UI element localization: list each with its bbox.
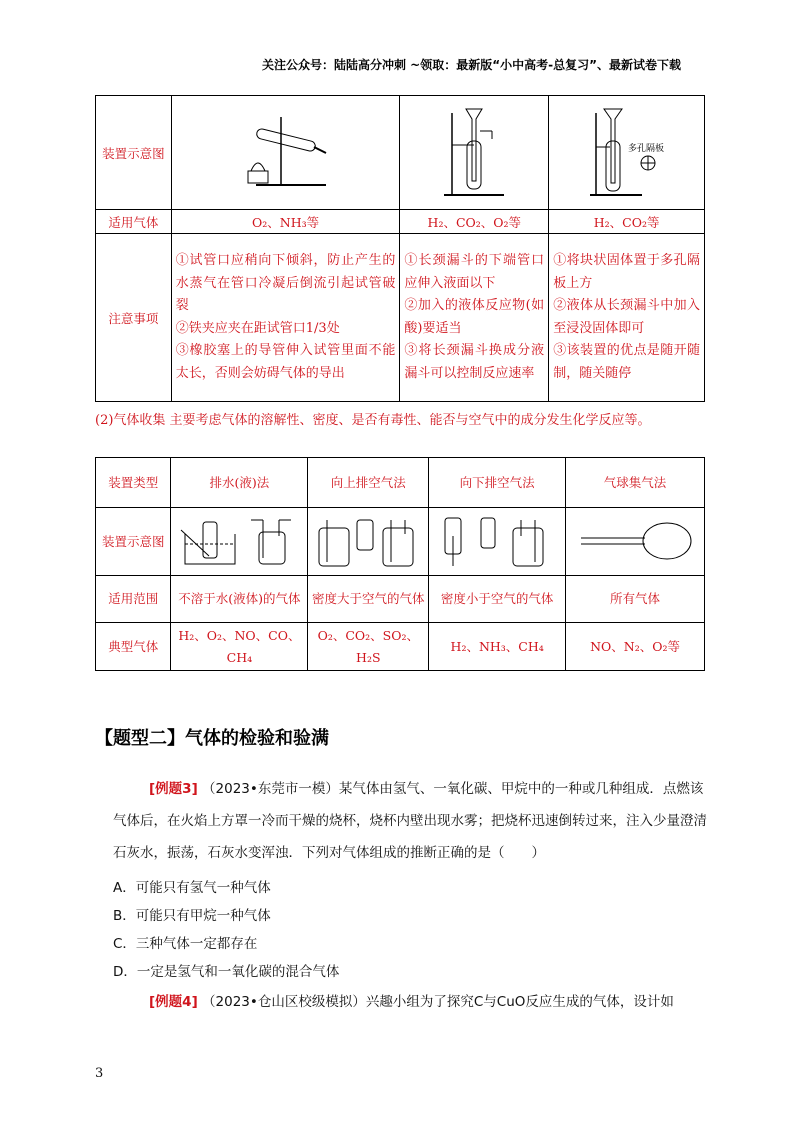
diagram-solid-heating — [171, 96, 400, 210]
example4-text: （2023•仓山区校级模拟）兴趣小组为了探究C与CuO反应生成的气体，设计如 — [202, 994, 674, 1010]
type-downward-air: 向下排空气法 — [429, 458, 566, 508]
gas-1: O₂、NH₃等 — [171, 210, 400, 234]
generation-apparatus-table — [95, 95, 705, 402]
note-line: ①长颈漏斗的下端管口应伸入液面以下 — [404, 253, 545, 291]
porous-plate-label: 多孔隔板 — [627, 143, 664, 154]
notes-2 — [400, 234, 549, 402]
notes-1 — [171, 234, 400, 402]
diagram-water-displacement — [171, 508, 308, 576]
type-balloon: 气球集气法 — [566, 458, 705, 508]
option-c: C．三种气体一定都存在 — [113, 936, 258, 952]
type-water: 排水(液)法 — [171, 458, 308, 508]
range-balloon: 所有气体 — [566, 576, 705, 623]
diagram-long-funnel — [400, 96, 549, 210]
range-upward: 密度大于空气的气体 — [308, 576, 429, 623]
note-line: ②液体从长颈漏斗中加入至浸没固体即可 — [553, 298, 700, 336]
typical-water: H₂、O₂、NO、CO、CH₄ — [171, 623, 308, 671]
diagram-porous-plate — [549, 96, 705, 210]
example3-paragraph — [113, 773, 709, 869]
typical-downward: H₂、NH₃、CH₄ — [429, 623, 566, 671]
row-label-range: 适用范围 — [96, 576, 171, 623]
row-label-notes: 注意事项 — [96, 234, 172, 402]
option-b: B．可能只有甲烷一种气体 — [113, 908, 271, 924]
typical-upward: O₂、CO₂、SO₂、H₂S — [308, 623, 429, 671]
option-a: A．可能只有氢气一种气体 — [113, 880, 271, 896]
note-line: ①将块状固体置于多孔隔板上方 — [553, 253, 700, 291]
row-label-typical: 典型气体 — [96, 623, 171, 671]
note-line: ②加入的液体反应物(如酸)要适当 — [404, 298, 545, 336]
gas-2: H₂、CO₂、O₂等 — [400, 210, 549, 234]
range-water: 不溶于水(液体)的气体 — [171, 576, 308, 623]
range-downward: 密度小于空气的气体 — [429, 576, 566, 623]
collection-intro: (2)气体收集 主要考虑气体的溶解性、密度、是否有毒性、能否与空气中的成分发生化学反应等。 — [95, 413, 651, 428]
collection-methods-table — [95, 457, 705, 671]
row-label-type: 装置类型 — [96, 458, 171, 508]
diagram-upward-air — [308, 508, 429, 576]
diagram-balloon — [566, 508, 705, 576]
section-title: 【题型二】气体的检验和验满 — [95, 728, 329, 749]
note-line: ③该装置的优点是随开随制，随关随停 — [553, 343, 700, 381]
note-line: ③将长颈漏斗换成分液漏斗可以控制反应速率 — [404, 343, 545, 381]
row-label-diagram2: 装置示意图 — [96, 508, 171, 576]
note-line: ①试管口应稍向下倾斜，防止产生的水蒸气在管口冷凝后倒流引起试管破裂 — [175, 253, 396, 313]
typical-balloon: NO、N₂、O₂等 — [566, 623, 705, 671]
gas-3: H₂、CO₂等 — [549, 210, 705, 234]
type-upward-air: 向上排空气法 — [308, 458, 429, 508]
notes-3 — [549, 234, 705, 402]
option-d: D．一定是氢气和一氧化碳的混合气体 — [113, 964, 340, 980]
note-line: ②铁夹应夹在距试管口1/3处 — [175, 320, 340, 336]
example3-text: （2023•东莞市一模）某气体由氢气、一氧化碳、甲烷中的一种或几种组成．点燃该气体后，在火焰上方罩一冷而干燥的烧杯，烧杯内壁出现水雾；把烧杯迅速倒转过来，注入少量澄清石灰水，振荡，石灰水变浑浊．下列对气体组成的推断正确的是（ ） — [113, 781, 707, 861]
row-label-gas: 适用气体 — [96, 210, 172, 234]
example3-tag: [例题3] — [149, 781, 198, 797]
page-number: 3 — [95, 1066, 104, 1081]
example4-tag: [例题4] — [149, 994, 198, 1010]
header-note: 关注公众号：陆陆高分冲刺 ~领取：最新版“小中高考-总复习”、最新试卷下载 — [262, 58, 681, 72]
row-label-diagram: 装置示意图 — [96, 96, 172, 210]
note-line: ③橡胶塞上的导管伸入试管里面不能太长，否则会妨碍气体的导出 — [175, 343, 396, 381]
diagram-downward-air — [429, 508, 566, 576]
example4-paragraph — [113, 986, 709, 1018]
